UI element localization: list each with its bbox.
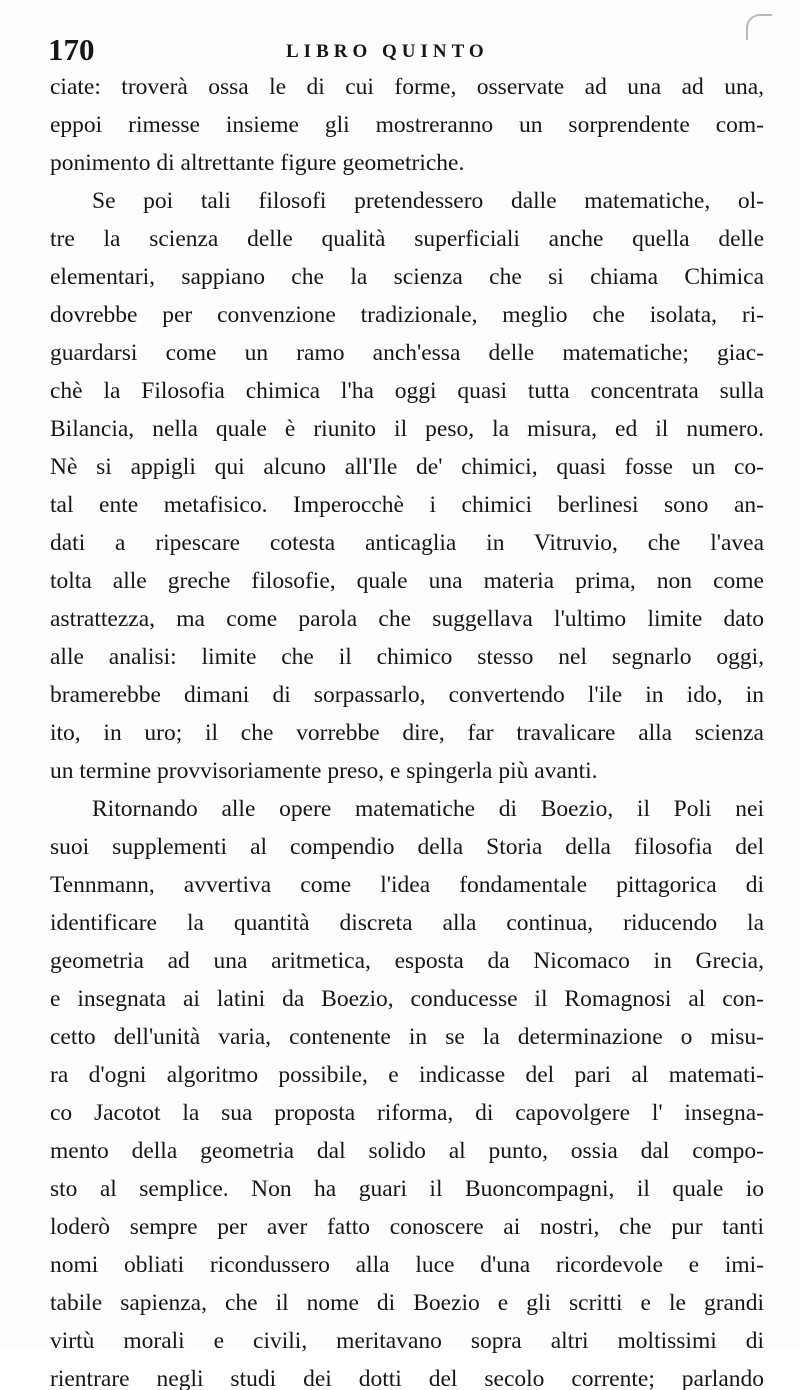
- text-line: ito, in uro; il che vorrebbe dire, far travalicare alla scienza: [50, 720, 764, 746]
- text-line: rientrare negli studi dei dotti del secolo corrente; parlando: [50, 1366, 764, 1390]
- text-line: astrattezza, ma come parola che suggellava l'ultimo limite dato: [50, 606, 764, 632]
- text-line: ra d'ogni algoritmo possibile, e indicasse del pari al matemati-: [50, 1062, 764, 1088]
- text-line: chè la Filosofia chimica l'ha oggi quasi tutta concentrata sulla: [50, 378, 764, 404]
- text-line: un termine provvisoriamente preso, e spingerla più avanti.: [50, 758, 598, 784]
- body-text: [50, 68, 764, 1390]
- text-line: ponimento di altrettante figure geometriche.: [50, 150, 465, 176]
- paragraph-start-line: Se poi tali filosofi pretendessero dalle matematiche, ol-: [92, 188, 764, 214]
- paragraph-start-line: Ritornando alle opere matematiche di Boezio, il Poli nei: [92, 796, 764, 822]
- text-line: sto al semplice. Non ha guari il Buoncompagni, il quale io: [50, 1176, 764, 1202]
- text-line: nomi obliati ricondussero alla luce d'una ricordevole e imi-: [50, 1252, 764, 1278]
- text-line: tal ente metafisico. Imperocchè i chimici berlinesi sono an-: [50, 492, 764, 518]
- text-line: Tennmann, avvertiva come l'idea fondamentale pittagorica di: [50, 872, 764, 898]
- text-line: e insegnata ai latini da Boezio, conducesse il Romagnosi al con-: [50, 986, 764, 1012]
- text-line: tabile sapienza, che il nome di Boezio e gli scritti e le grandi: [50, 1290, 764, 1316]
- text-line: loderò sempre per aver fatto conoscere ai nostri, che pur tanti: [50, 1214, 764, 1240]
- text-line: dati a ripescare cotesta anticaglia in Vitruvio, che l'avea: [50, 530, 764, 556]
- text-line: dovrebbe per convenzione tradizionale, meglio che isolata, ri-: [50, 302, 764, 328]
- text-line: Bilancia, nella quale è riunito il peso, la misura, ed il numero.: [50, 416, 764, 442]
- text-line: tre la scienza delle qualità superficiali anche quella delle: [50, 226, 764, 252]
- text-line: virtù morali e civili, meritavano sopra altri moltissimi di: [50, 1328, 764, 1354]
- text-line: co Jacotot la sua proposta riforma, di capovolgere l' insegna-: [50, 1100, 764, 1126]
- text-line: mento della geometria dal solido al punto, ossia dal compo-: [50, 1138, 764, 1164]
- text-line: alle analisi: limite che il chimico stesso nel segnarlo oggi,: [50, 644, 764, 670]
- text-line: guardarsi come un ramo anch'essa delle matematiche; giac-: [50, 340, 764, 366]
- text-line: geometria ad una aritmetica, esposta da Nicomaco in Grecia,: [50, 948, 764, 974]
- text-line: elementari, sappiano che la scienza che si chiama Chimica: [50, 264, 764, 290]
- page-number: 170: [48, 32, 95, 67]
- text-line: bramerebbe dimani di sorpassarlo, convertendo l'ile in ido, in: [50, 682, 764, 708]
- text-line: eppoi rimesse insieme gli mostreranno un sorprendente com-: [50, 112, 764, 138]
- text-line: ciate: troverà ossa le di cui forme, osservate ad una ad una,: [50, 74, 764, 100]
- running-head: LIBRO QUINTO: [286, 41, 489, 62]
- text-line: cetto dell'unità varia, contenente in se la determinazione o misu-: [50, 1024, 764, 1050]
- text-line: tolta alle greche filosofie, quale una materia prima, non come: [50, 568, 764, 594]
- text-line: Nè si appigli qui alcuno all'Ile de' chimici, quasi fosse un co-: [50, 454, 764, 480]
- text-line: identificare la quantità discreta alla continua, riducendo la: [50, 910, 764, 936]
- text-line: suoi supplementi al compendio della Storia della filosofia del: [50, 834, 764, 860]
